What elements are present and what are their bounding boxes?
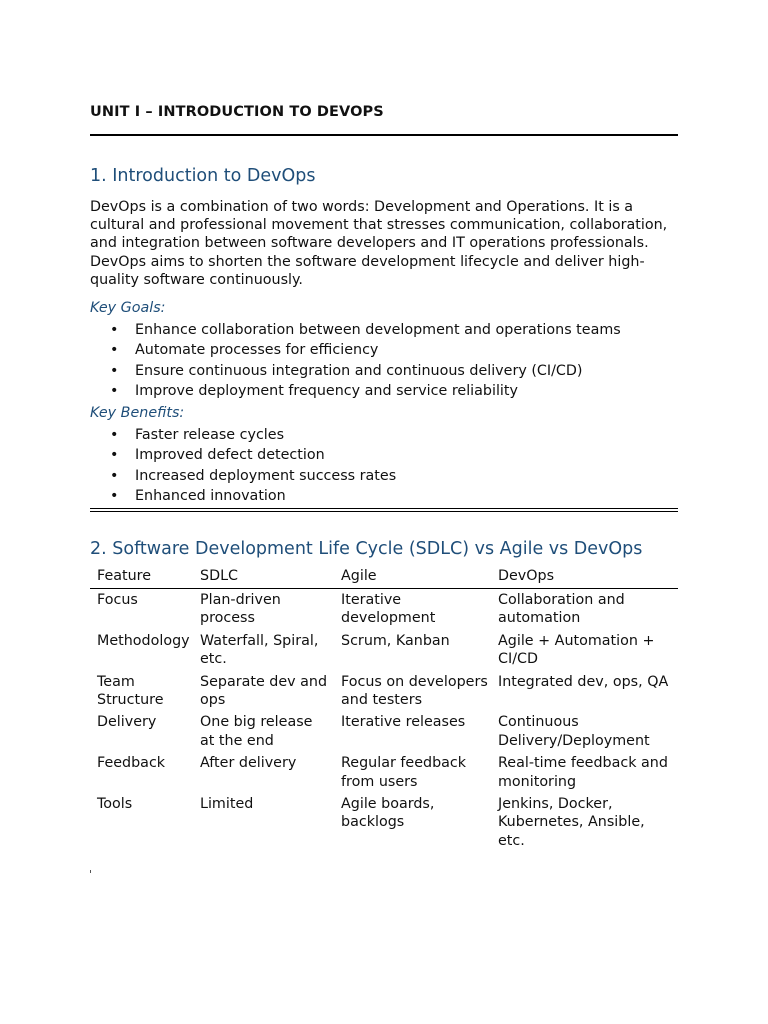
section-divider (90, 508, 678, 512)
table-cell: Delivery (97, 714, 157, 731)
table-cell: Iterative releases (341, 714, 466, 731)
list-item (90, 361, 678, 381)
bullet-icon: • (110, 382, 119, 399)
table-cell: Jenkins, Docker, Kubernetes, Ansible, etc. (498, 796, 645, 849)
bullet-icon: • (110, 342, 119, 359)
column-header: Feature (97, 568, 152, 584)
list-item-text: Increased deployment success rates (135, 467, 397, 484)
table-cell: Agile boards, backlogs (341, 796, 435, 831)
table-row (90, 711, 678, 752)
table-header-row (90, 565, 678, 588)
list-item (90, 320, 678, 340)
table-cell: Limited (200, 796, 254, 813)
table-cell: Focus on developers and testers (341, 673, 488, 708)
table-cell: Focus (97, 591, 138, 608)
table-cell: Plan-driven process (200, 591, 281, 626)
list-item-text: Automate processes for efficiency (135, 342, 379, 359)
table-cell: Scrum, Kanban (341, 632, 450, 649)
section-heading-comparison: 2. Software Development Life Cycle (SDLC) vs Agile vs DevOps (90, 539, 643, 559)
bullet-icon: • (110, 487, 119, 504)
table-cell: Tools (97, 796, 133, 813)
key-goals-label: Key Goals: (90, 300, 166, 316)
page-mark (90, 870, 91, 873)
key-benefits-list (90, 425, 678, 506)
list-item-text: Faster release cycles (135, 427, 285, 443)
table-cell: After delivery (200, 755, 297, 772)
list-item (90, 466, 678, 486)
bullet-icon: • (110, 427, 119, 443)
bullet-icon: • (110, 362, 119, 379)
table-cell: Real-time feedback and monitoring (498, 755, 668, 790)
table-cell: Integrated dev, ops, QA (498, 673, 669, 690)
list-item (90, 486, 678, 506)
table-cell: Collaboration and automation (498, 591, 625, 626)
list-item-text: Improved defect detection (135, 447, 325, 464)
list-item-text: Enhanced innovation (135, 487, 286, 504)
table-cell: Waterfall, Spiral, etc. (200, 632, 319, 667)
column-header: Agile (341, 568, 377, 584)
table-row (90, 752, 678, 793)
unit-title: UNIT I – INTRODUCTION TO DEVOPS (90, 104, 384, 120)
column-header: SDLC (200, 568, 239, 584)
table-row (90, 793, 678, 852)
section-heading-intro: 1. Introduction to DevOps (90, 166, 316, 186)
list-item (90, 340, 678, 360)
key-benefits-label: Key Benefits: (90, 405, 185, 421)
bullet-icon: • (110, 322, 119, 338)
table-cell: Separate dev and ops (200, 673, 328, 708)
table-cell: Regular feedback from users (341, 755, 467, 790)
bullet-icon: • (110, 447, 119, 464)
table-row (90, 630, 678, 671)
list-item-text: Improve deployment frequency and service reliability (135, 382, 518, 399)
table-cell: Feedback (97, 755, 166, 772)
table-row (90, 671, 678, 712)
table-cell: Agile + Automation + CI/CD (498, 632, 655, 667)
column-header: DevOps (498, 568, 555, 584)
table-cell: Continuous Delivery/Deployment (498, 714, 650, 749)
table-cell: Methodology (97, 632, 190, 649)
table-cell: Iterative development (341, 591, 436, 626)
list-item (90, 425, 678, 445)
table-row (90, 588, 678, 629)
intro-paragraph: DevOps is a combination of two words: Development and Operations. It is a cultural and professional movement that stresses communication, collaboration, and integration between software developers and IT operations professionals. DevOps aims to shorten the software development lifecycle and deliver high-quality software continuously. (90, 199, 668, 288)
table-cell: One big release at the end (200, 714, 313, 749)
list-item-text: Ensure continuous integration and continuous delivery (CI/CD) (135, 362, 583, 379)
key-goals-list (90, 320, 678, 401)
table-cell: Team Structure (97, 673, 164, 708)
comparison-table (90, 565, 678, 852)
bullet-icon: • (110, 467, 119, 484)
list-item-text: Enhance collaboration between development and operations teams (135, 322, 621, 338)
list-item (90, 381, 678, 401)
title-rule (90, 134, 678, 136)
list-item (90, 445, 678, 465)
